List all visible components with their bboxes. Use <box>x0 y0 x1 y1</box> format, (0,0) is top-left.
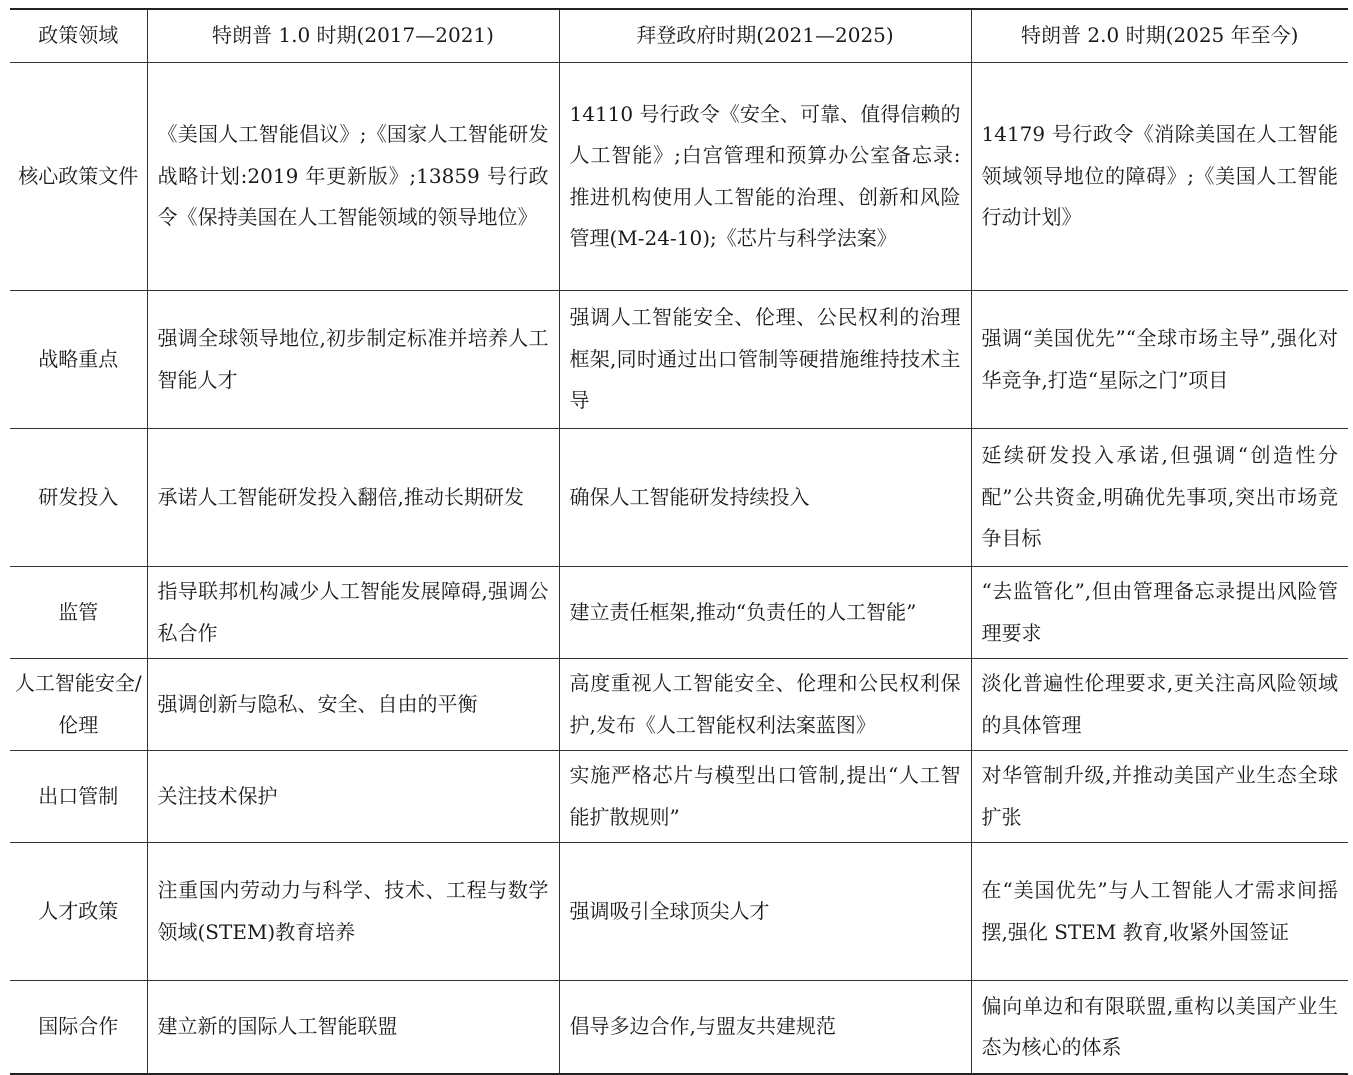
row-policy-area: 监管 <box>10 567 147 659</box>
header-policy-area: 政策领域 <box>10 9 147 63</box>
trump1-cell: 指导联邦机构减少人工智能发展障碍,强调公私合作 <box>147 567 559 659</box>
biden-cell: 确保人工智能研发持续投入 <box>559 429 971 567</box>
table-row <box>10 63 1348 291</box>
trump2-cell: 对华管制升级,并推动美国产业生态全球扩张 <box>971 751 1348 843</box>
policy-comparison-table <box>10 8 1348 1075</box>
biden-cell: 建立责任框架,推动“负责任的人工智能” <box>559 567 971 659</box>
trump2-cell: 偏向单边和有限联盟,重构以美国产业生态为核心的体系 <box>971 981 1348 1075</box>
row-policy-area: 国际合作 <box>10 981 147 1075</box>
biden-cell: 强调人工智能安全、伦理、公民权利的治理框架,同时通过出口管制等硬措施维持技术主导 <box>559 291 971 429</box>
trump1-cell: 强调创新与隐私、安全、自由的平衡 <box>147 659 559 751</box>
trump2-cell: 淡化普遍性伦理要求,更关注高风险领域的具体管理 <box>971 659 1348 751</box>
trump1-cell: 强调全球领导地位,初步制定标准并培养人工智能人才 <box>147 291 559 429</box>
trump2-cell: 延续研发投入承诺,但强调“创造性分配”公共资金,明确优先事项,突出市场竞争目标 <box>971 429 1348 567</box>
table-row <box>10 291 1348 429</box>
trump2-cell: 14179 号行政令《消除美国在人工智能领域领导地位的障碍》;《美国人工智能行动计划》 <box>971 63 1348 291</box>
trump2-cell: 在“美国优先”与人工智能人才需求间摇摆,强化 STEM 教育,收紧外国签证 <box>971 843 1348 981</box>
row-policy-area: 出口管制 <box>10 751 147 843</box>
trump1-cell: 建立新的国际人工智能联盟 <box>147 981 559 1075</box>
row-policy-area: 人工智能安全/伦理 <box>10 659 147 751</box>
trump1-cell: 关注技术保护 <box>147 751 559 843</box>
table-row <box>10 751 1348 843</box>
row-policy-area: 研发投入 <box>10 429 147 567</box>
biden-cell: 14110 号行政令《安全、可靠、值得信赖的人工智能》;白宫管理和预算办公室备忘录:推进机构使用人工智能的治理、创新和风险管理(M-24-10);《芯片与科学法案》 <box>559 63 971 291</box>
biden-cell: 倡导多边合作,与盟友共建规范 <box>559 981 971 1075</box>
policy-comparison-table-container <box>10 8 1348 1075</box>
biden-cell: 实施严格芯片与模型出口管制,提出“人工智能扩散规则” <box>559 751 971 843</box>
row-policy-area: 人才政策 <box>10 843 147 981</box>
table-row <box>10 429 1348 567</box>
trump1-cell: 注重国内劳动力与科学、技术、工程与数学领域(STEM)教育培养 <box>147 843 559 981</box>
table-row <box>10 567 1348 659</box>
trump2-cell: “去监管化”,但由管理备忘录提出风险管理要求 <box>971 567 1348 659</box>
trump2-cell: 强调“美国优先”“全球市场主导”,强化对华竞争,打造“星际之门”项目 <box>971 291 1348 429</box>
row-policy-area: 战略重点 <box>10 291 147 429</box>
header-biden: 拜登政府时期(2021—2025) <box>559 9 971 63</box>
row-policy-area: 核心政策文件 <box>10 63 147 291</box>
biden-cell: 高度重视人工智能安全、伦理和公民权利保护,发布《人工智能权利法案蓝图》 <box>559 659 971 751</box>
header-trump-1: 特朗普 1.0 时期(2017—2021) <box>147 9 559 63</box>
trump1-cell: 《美国人工智能倡议》;《国家人工智能研发战略计划:2019 年更新版》;13859 号行政令《保持美国在人工智能领域的领导地位》 <box>147 63 559 291</box>
table-row <box>10 843 1348 981</box>
biden-cell: 强调吸引全球顶尖人才 <box>559 843 971 981</box>
trump1-cell: 承诺人工智能研发投入翻倍,推动长期研发 <box>147 429 559 567</box>
table-row <box>10 659 1348 751</box>
table-row <box>10 981 1348 1075</box>
table-header-row <box>10 9 1348 63</box>
header-trump-2: 特朗普 2.0 时期(2025 年至今) <box>971 9 1348 63</box>
